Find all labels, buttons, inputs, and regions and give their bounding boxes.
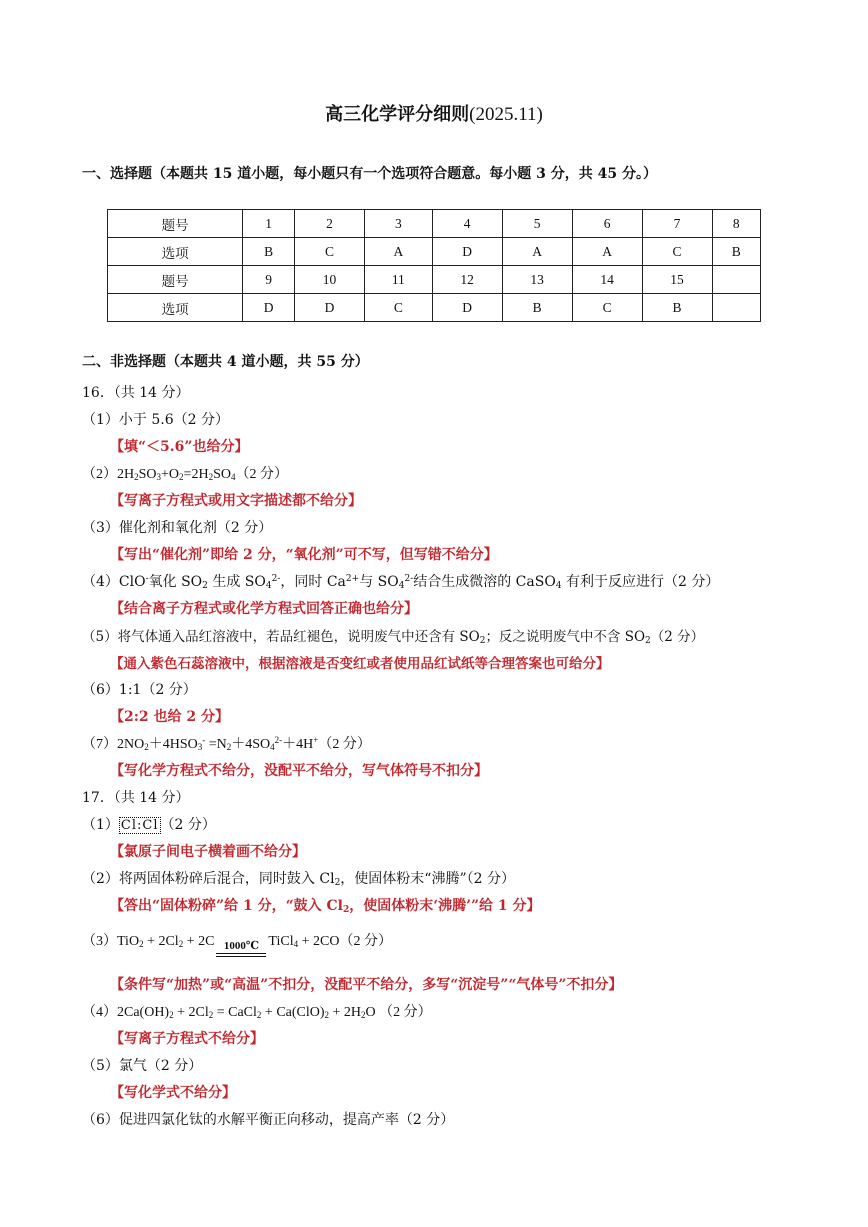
part-number: （3） — [82, 520, 119, 536]
formula-sub: 2 — [178, 939, 184, 949]
table-cell: 11 — [365, 266, 433, 294]
score-text: （2 分） — [318, 737, 371, 752]
table-row — [108, 266, 761, 294]
formula-sub: 2 — [134, 472, 139, 482]
answer-text: 促进四氯化钛的水解平衡正向移动，提高产率（2 分） — [118, 1112, 455, 1128]
formula-sup: 2- — [274, 735, 283, 745]
table-cell: C — [642, 238, 712, 266]
formula-sub: 4 — [230, 472, 236, 482]
table-cell: 选项 — [108, 238, 243, 266]
formula-part: 生成 SO — [207, 574, 266, 590]
formula-sub: 2 — [479, 636, 486, 646]
title-date: (2025.11) — [469, 104, 543, 125]
table-cell: 题号 — [108, 210, 243, 238]
section2-heading: 二、非选择题（本题共 4 道小题，共 55 分） — [82, 354, 369, 370]
formula-part: + Ca(ClO) — [261, 1005, 325, 1020]
formula-sub: 4 — [270, 742, 275, 752]
q17-header: 17．（共 14 分） — [82, 790, 190, 806]
table-row — [108, 210, 761, 238]
formula-sub: 2 — [226, 742, 232, 752]
formula-part: =N — [205, 737, 227, 752]
table-cell: 题号 — [108, 266, 243, 294]
formula-sub: 4 — [265, 581, 272, 591]
equals-sign — [216, 953, 266, 957]
part-number: （2） — [82, 871, 119, 887]
formula-sub: 2 — [179, 472, 184, 482]
q17-part4-note: 【写离子方程式不给分】 — [110, 1031, 264, 1047]
table-cell: A — [502, 238, 572, 266]
score-text: （2 分） — [235, 467, 288, 482]
formula-sub: 4 — [398, 581, 405, 591]
q17-part1-note: 【氯原子间电子横着画不给分】 — [110, 844, 306, 860]
formula-sub: 2 — [342, 905, 350, 915]
formula-sub: 2 — [334, 878, 341, 888]
formula-sub: 2 — [324, 1010, 330, 1020]
answer-text: 将两固体粉碎后混合，同时鼓入 Cl — [118, 871, 335, 887]
answer-text: ，使固体粉末“沸腾”（2 分） — [340, 871, 515, 887]
table-cell: 10 — [295, 266, 365, 294]
table-cell: C — [295, 238, 365, 266]
table-cell: 12 — [432, 266, 502, 294]
answer-text: ；反之说明废气中不含 SO — [485, 629, 646, 645]
formula-part: 氧化 SO — [148, 574, 203, 590]
reaction-arrow — [216, 941, 266, 957]
section1-heading: 一、选择题（本题共 15 道小题，每小题只有一个选项符合题意。每小题 3 分，共 45 分。） — [82, 166, 657, 182]
part-number: （4） — [82, 1005, 117, 1020]
table-row — [108, 238, 761, 266]
formula-part: ＋4HSO — [148, 737, 198, 752]
formula-sup: 2- — [271, 574, 281, 584]
q16-part6-note: 【2:2 也给 2 分】 — [110, 709, 230, 725]
q16-part1 — [82, 409, 229, 429]
formula-sub: 2 — [208, 472, 214, 482]
table-cell: 3 — [365, 210, 433, 238]
part-number: （6） — [82, 1112, 119, 1128]
q16-part3 — [82, 517, 272, 537]
formula-sub: 3 — [156, 472, 162, 482]
q17-part1 — [82, 814, 216, 834]
answer-text: 小于 5.6（2 分） — [118, 412, 229, 428]
formula-sub: 2 — [202, 581, 208, 591]
formula-part: + 2C — [183, 934, 215, 949]
table-cell: 14 — [572, 266, 642, 294]
formula-sup: + — [313, 735, 319, 745]
formula-part: TiCl — [268, 934, 294, 949]
table-cell: D — [432, 294, 502, 322]
table-cell: 2 — [295, 210, 365, 238]
q17-part5-note: 【写化学式不给分】 — [110, 1085, 236, 1101]
q17-part4 — [82, 1001, 432, 1021]
q16-part5 — [82, 625, 704, 646]
score-text: O （2 分） — [365, 1005, 432, 1020]
formula-part: SO — [213, 467, 231, 482]
formula-sup: 2+ — [345, 574, 360, 584]
q16-part7 — [82, 733, 371, 753]
table-cell: D — [432, 238, 502, 266]
formula-part: ClO — [118, 574, 146, 590]
formula-sub: 2 — [208, 1010, 214, 1020]
formula-part: 结合生成微溶的 CaSO — [413, 574, 556, 590]
formula-part: + 2CO — [298, 934, 340, 949]
table-cell: 15 — [642, 266, 712, 294]
answer-text: 氯气（2 分） — [118, 1058, 203, 1074]
table-cell: 4 — [432, 210, 502, 238]
q16-header: 16．（共 14 分） — [82, 385, 190, 401]
part-number: （5） — [82, 629, 118, 645]
table-cell: B — [712, 238, 760, 266]
formula-part: ＋4SO — [231, 737, 271, 752]
answer-text: 催化剂和氧化剂（2 分） — [118, 520, 273, 536]
part-number: （2） — [82, 467, 117, 482]
table-cell: 6 — [572, 210, 642, 238]
formula-sub: 4 — [555, 581, 562, 591]
table-cell: B — [502, 294, 572, 322]
formula-part: + 2Cl — [143, 934, 179, 949]
formula-part: SO — [138, 467, 157, 482]
answer-text: 1:1（2 分） — [118, 682, 197, 698]
formula-part: = CaCl — [213, 1005, 257, 1020]
table-cell: B — [243, 238, 295, 266]
formula-part: 与 SO — [359, 574, 399, 590]
table-cell: 选项 — [108, 294, 243, 322]
score-text: （2 分） — [650, 629, 705, 645]
table-cell: A — [365, 238, 433, 266]
formula-part: + 2H — [329, 1005, 362, 1020]
q16-part5-note: 【通入紫色石蕊溶液中，根据溶液是否变红或者使用品红试纸等合理答案也可给分】 — [110, 656, 610, 672]
table-cell: D — [295, 294, 365, 322]
table-cell: 5 — [502, 210, 572, 238]
q16-part7-note: 【写化学方程式不给分，没配平不给分，写气体符号不扣分】 — [110, 763, 488, 779]
formula-part: + 2Cl — [173, 1005, 209, 1020]
page-title — [0, 100, 868, 126]
part-number: （1） — [82, 412, 119, 428]
formula-sub: 2 — [139, 939, 144, 949]
q16-part2-note: 【写离子方程式或用文字描述都不给分】 — [110, 493, 362, 509]
answer-text: 有利于反应进行（2 分） — [561, 574, 720, 590]
formula-sub: 3 — [197, 742, 203, 752]
table-cell: B — [642, 294, 712, 322]
part-number: （6） — [82, 682, 119, 698]
table-row — [108, 294, 761, 322]
note-text: ，使固体粉末‘沸腾’”给 1 分】 — [349, 898, 541, 914]
formula-sup: 2- — [404, 574, 414, 584]
formula-part: +O — [161, 467, 180, 482]
q16-part6 — [82, 679, 197, 699]
table-cell: 1 — [243, 210, 295, 238]
table-cell: A — [572, 238, 642, 266]
part-number: （1） — [82, 817, 119, 833]
lewis-structure-text: Cl:Cl — [120, 818, 159, 833]
answer-text: 将气体通入品红溶液中，若品红褪色，说明废气中还含有 SO — [117, 629, 480, 645]
formula-sub: 2 — [256, 1010, 262, 1020]
formula-sub: 2 — [169, 1010, 174, 1020]
table-cell: 8 — [712, 210, 760, 238]
formula-sup: - — [145, 574, 149, 584]
q17-part6 — [82, 1109, 454, 1129]
formula-part: 2NO — [117, 737, 145, 752]
answer-table — [107, 209, 761, 322]
reaction-condition: 1000℃ — [223, 940, 260, 952]
q17-part2 — [82, 868, 515, 888]
table-cell: C — [572, 294, 642, 322]
part-number: （5） — [82, 1058, 119, 1074]
q17-part3-note: 【条件写“加热”或“高温”不扣分，没配平不给分，多写“沉淀号”“气体号”不扣分】 — [110, 977, 623, 993]
formula-part: =2H — [183, 467, 209, 482]
q16-part1-note: 【填“＜5.6”也给分】 — [110, 439, 249, 455]
part-number: （3） — [82, 934, 117, 949]
formula-part: 2Ca(OH) — [117, 1005, 170, 1020]
table-cell: 9 — [243, 266, 295, 294]
formula-part: 2H — [117, 467, 135, 482]
table-cell: 13 — [502, 266, 572, 294]
formula-sub: 4 — [293, 939, 299, 949]
formula-part: ＋4H — [282, 737, 314, 752]
lewis-structure — [119, 818, 161, 833]
formula-sup: - — [202, 735, 206, 745]
title-text: 高三化学评分细则 — [325, 104, 470, 125]
table-cell — [712, 266, 760, 294]
table-cell: C — [365, 294, 433, 322]
part-number: （4） — [82, 574, 119, 590]
score-text: （2 分） — [339, 934, 392, 949]
table-cell: 7 — [642, 210, 712, 238]
q17-part5 — [82, 1055, 202, 1075]
formula-part: ，同时 Ca — [280, 574, 346, 590]
score-text: （2 分） — [160, 817, 216, 833]
note-text: 【答出“固体粉碎”给 1 分，“鼓入 Cl — [110, 898, 343, 914]
q16-part3-note: 【写出“催化剂”即给 2 分，“氧化剂”可不写，但写错不给分】 — [110, 547, 498, 563]
formula-part: TiO — [117, 934, 140, 949]
q16-part4-note: 【结合离子方程式或化学方程式回答正确也给分】 — [110, 601, 418, 617]
table-cell: D — [243, 294, 295, 322]
formula-sub: 2 — [361, 1010, 366, 1020]
formula-sub: 2 — [144, 742, 149, 752]
part-number: （7） — [82, 737, 117, 752]
q17-part2-note — [110, 895, 541, 915]
q16-part4 — [82, 571, 719, 591]
q16-part2 — [82, 463, 288, 483]
q17-part3 — [82, 930, 392, 957]
formula-sub: 2 — [645, 636, 651, 646]
table-cell — [712, 294, 760, 322]
